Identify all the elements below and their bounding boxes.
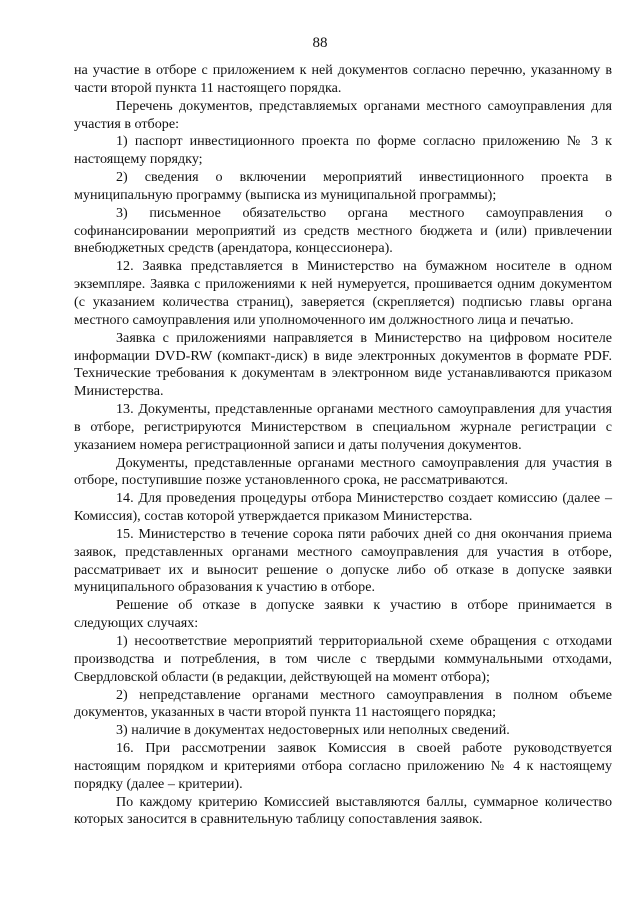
paragraph-continuation: на участие в отборе с приложением к ней документов согласно перечню, указанному в части второй пункта 11 настоящего порядка. — [74, 62, 612, 96]
list-item-refusal-1: 1) несоответствие мероприятий территориальной схеме обращения с отходами производства и потребления, в том числе с твердыми коммунальными отходами, Свердловской области (в редакции, действующей на момент отбора); — [74, 633, 612, 685]
document-body — [74, 62, 612, 829]
list-item-refusal-2: 2) непредставление органами местного самоуправления в полном объеме документов, указанных в части второй пункта 11 настоящего порядка; — [74, 686, 612, 721]
list-item-cofinancing-obligation: 3) письменное обязательство органа местного самоуправления о софинансировании мероприятий из средств местного бюджета и (или) привлечении внебюджетных средств (арендатора, концессионера). — [74, 204, 612, 257]
paragraph-scoring: По каждому критерию Комиссией выставляются баллы, суммарное количество которых заносится в сравнительную таблицу сопоставления заявок. — [74, 793, 612, 828]
list-item-passport: 1) паспорт инвестиционного проекта по форме согласно приложению № 3 к настоящему порядку; — [74, 133, 612, 168]
list-item-municipal-program: 2) сведения о включении мероприятий инвестиционного проекта в муниципальную программу (выписка из муниципальной программы); — [74, 169, 612, 203]
list-item-refusal-3: 3) наличие в документах недостоверных или неполных сведений. — [116, 722, 510, 739]
paragraph-refusal-intro: Решение об отказе в допуске заявки к участию в отборе принимается в следующих случаях: — [74, 597, 612, 632]
paragraph-clause-13: 13. Документы, представленные органами местного самоуправления для участия в отборе, регистрируются Министерством в специальном журнале регистрации с указанием номера регистрационной записи и даты получения документов. — [74, 401, 612, 453]
paragraph-late-documents: Документы, представленные органами местного самоуправления для участия в отборе, поступившие позже установленного срока, не рассматриваются. — [74, 454, 612, 489]
paragraph-clause-14: 14. Для проведения процедуры отбора Министерство создает комиссию (далее – Комиссия), состав которой утверждается приказом Министерства. — [74, 490, 612, 525]
paragraph-clause-15: 15. Министерство в течение сорока пяти рабочих дней со дня окончания приема заявок, представленных органами местного самоуправления для участия в отборе, рассматривает их и выносит решение о допуске либо об отказе в допуске заявки муниципального образования к участию в отборе. — [74, 525, 612, 596]
paragraph-digital-copy: Заявка с приложениями направляется в Министерство на цифровом носителе информации DVD-RW (компакт-диск) в виде электронных документов в формате PDF. Технические требования к документам в электронном виде устанавливаются приказом Министерства. — [74, 329, 612, 400]
paragraph-clause-12: 12. Заявка представляется в Министерство на бумажном носителе в одном экземпляре. Заявка с приложениями к ней нумеруется, прошивается одним документом (с указанием количества страниц), заверяется (скрепляется) подписью главы органа местного самоуправления или уполномоченного им должностного лица и печатью. — [74, 258, 612, 328]
paragraph-clause-16: 16. При рассмотрении заявок Комиссия в своей работе руководствуется настоящим порядком и критериями отбора согласно приложению № 4 к настоящему порядку (далее – критерии). — [74, 740, 612, 792]
paragraph-document-list-intro: Перечень документов, представляемых органами местного самоуправления для участия в отборе: — [74, 97, 612, 132]
page-number: 88 — [312, 35, 328, 51]
